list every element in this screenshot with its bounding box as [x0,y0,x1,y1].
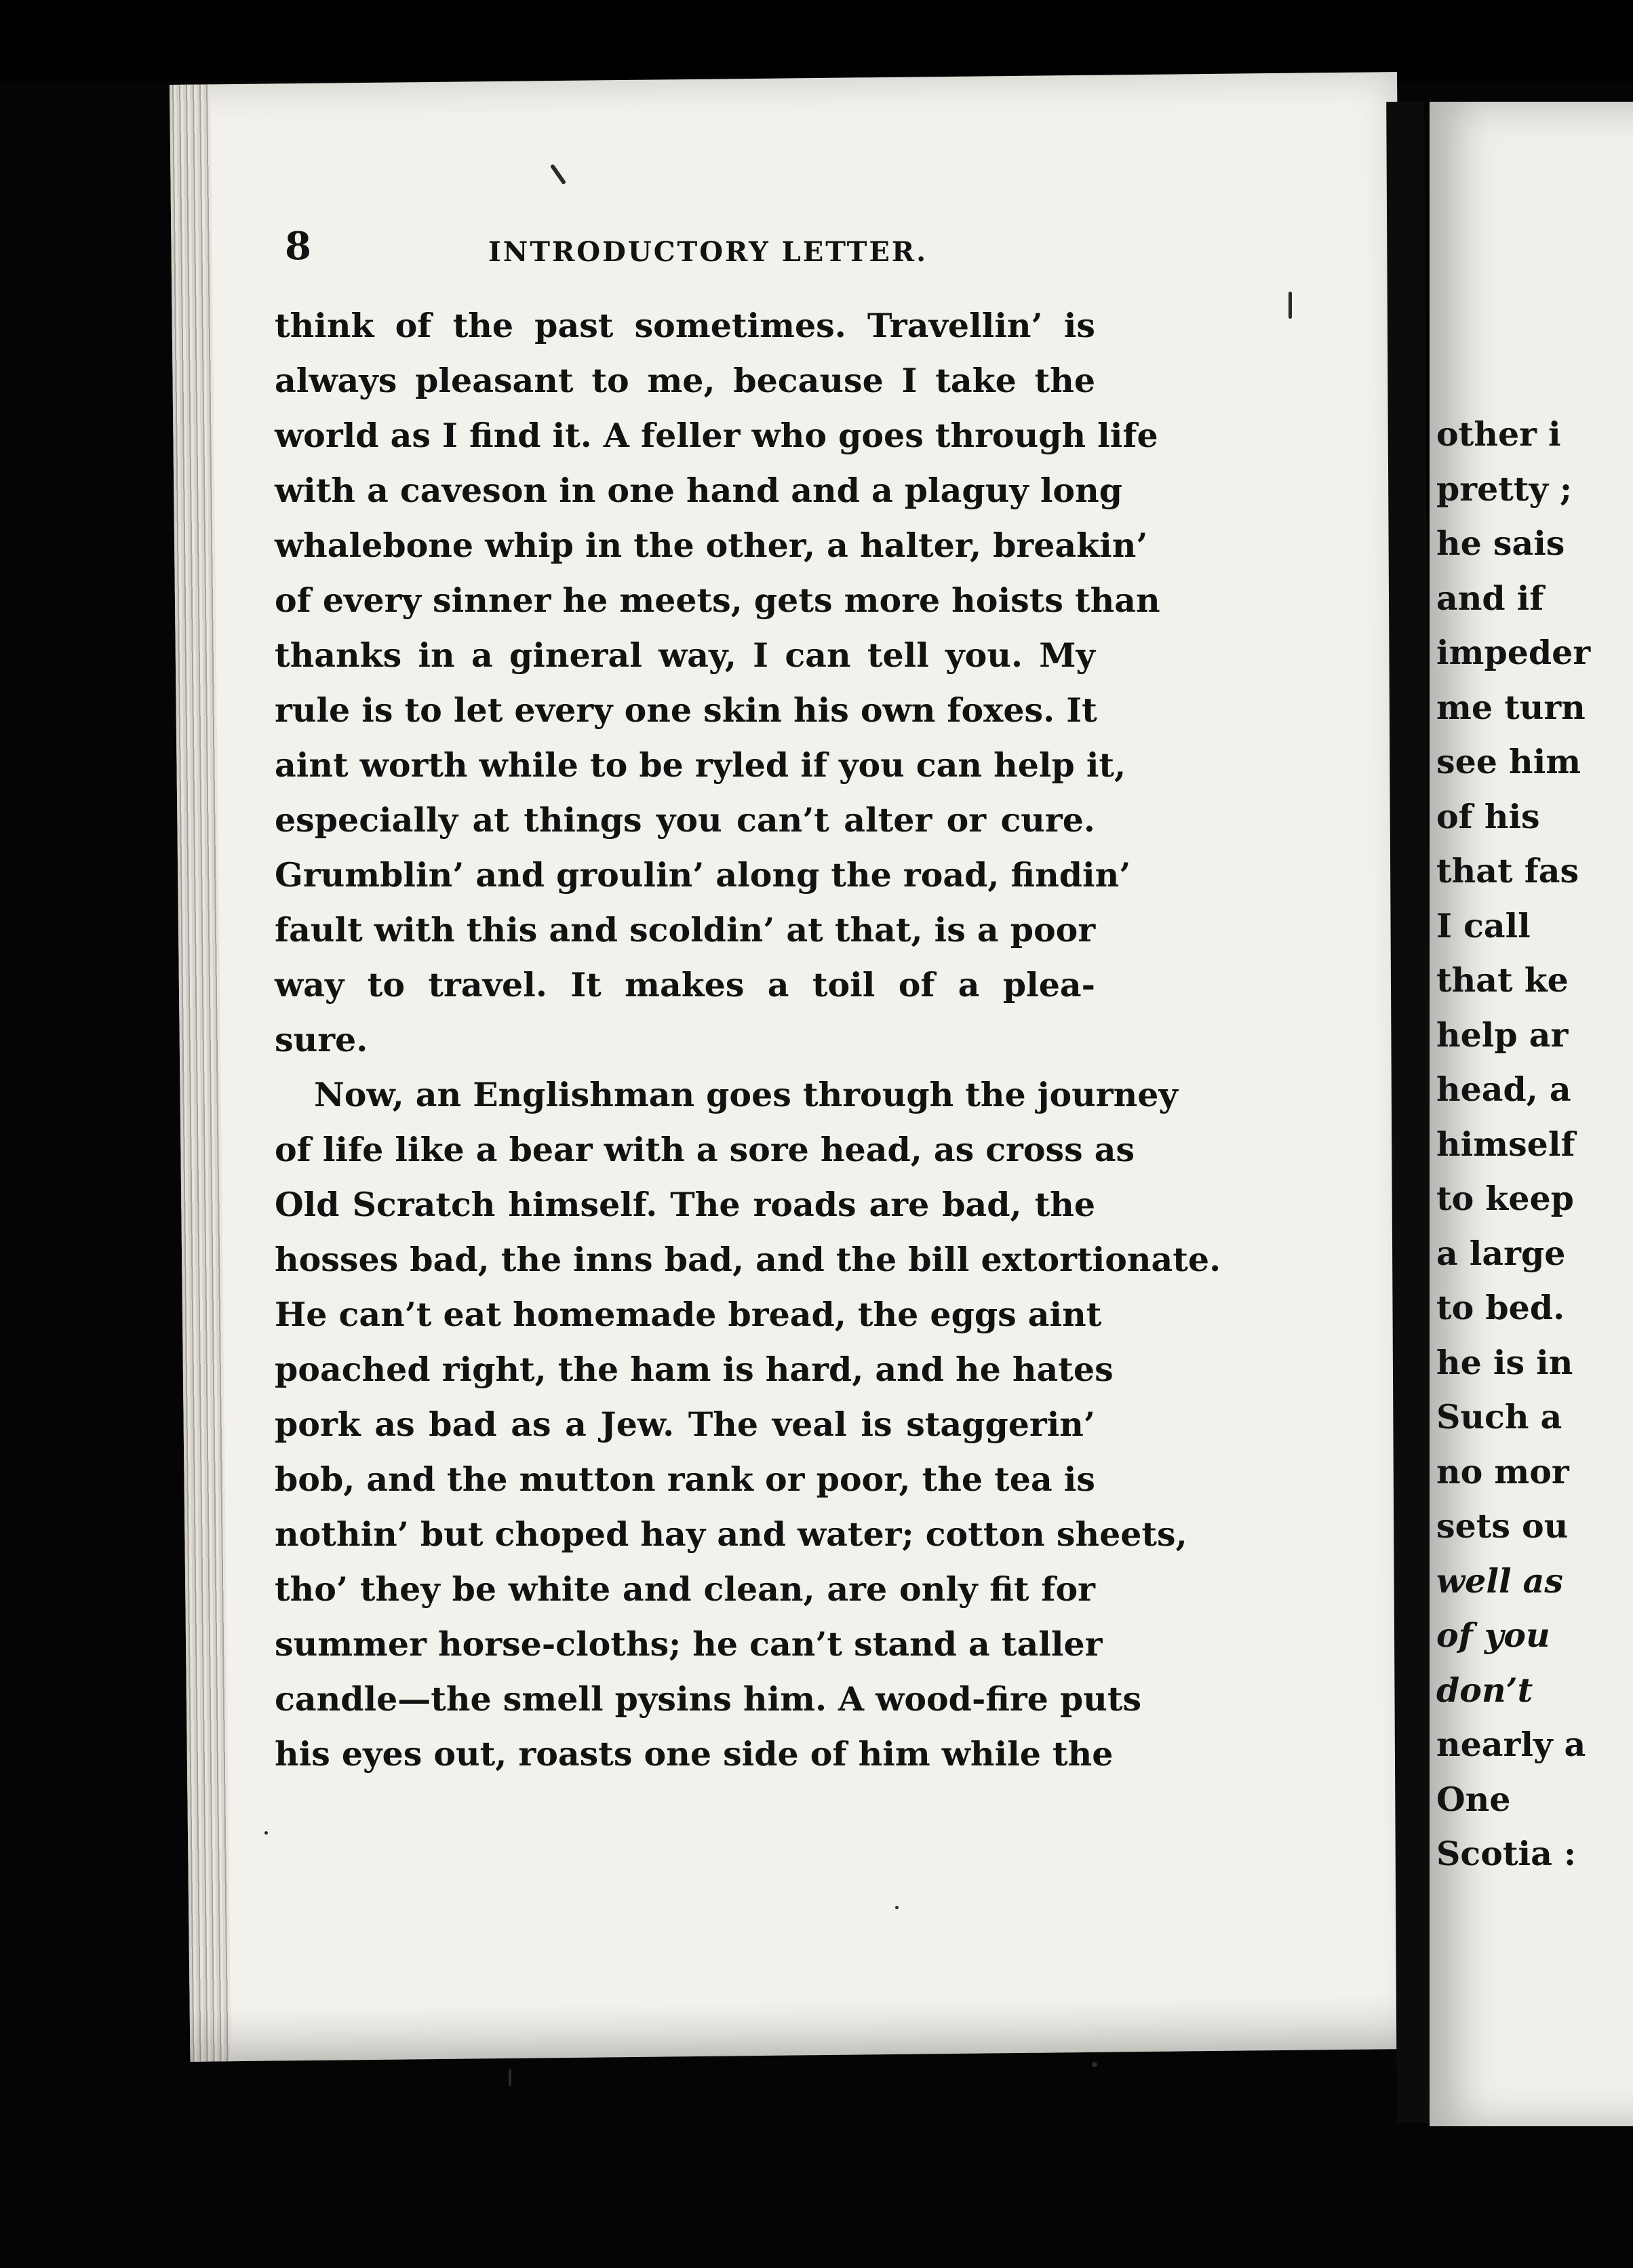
text-line: his eyes out, roasts one side of him while the [275,1734,1114,1774]
fragment-line: me turn [1436,687,1586,727]
fragment-line: and if [1436,578,1544,618]
text-line: summer horse-cloths; he can’t stand a taller [275,1624,1103,1664]
fragment-line: Scotia : [1436,1834,1577,1873]
paragraph-start-line: Now, an Englishman goes through the journey [314,1075,1178,1114]
text-line: thanks in a gineral way, I can tell you. My [275,636,1095,675]
text-line: world as I find it. A feller who goes through life [275,416,1158,455]
fragment-line: sets ou [1436,1506,1569,1546]
text-line: of every sinner he meets, gets more hoists than [275,581,1160,620]
page-header-title: INTRODUCTORY LETTER. [488,236,928,268]
dust-speck [1092,2062,1097,2067]
fragment-line: impeder [1436,633,1591,672]
fragment-line: other i [1436,414,1561,454]
fragment-line: One [1436,1779,1511,1819]
text-line: of life like a bear with a sore head, as cross as [275,1130,1135,1169]
text-line: He can’t eat homemade bread, the eggs aint [275,1295,1102,1334]
fragment-line: head, a [1436,1070,1571,1109]
fragment-line: of you [1436,1616,1550,1655]
fragment-line: I call [1436,905,1531,945]
right-page-fragment [1436,407,1633,1881]
fragment-line: he sais [1436,524,1565,563]
fragment-line: nearly a [1436,1725,1586,1764]
text-line: bob, and the mutton rank or poor, the tea is [275,1460,1095,1499]
dust-speck [264,1831,268,1835]
text-line: candle—the smell pysins him. A wood-fire puts [275,1679,1142,1719]
body-text [275,298,1221,1782]
text-line: especially at things you can’t alter or cure. [275,800,1095,840]
scan-top-border [0,0,1633,81]
page-stack-edge [170,84,231,2061]
fragment-line: no mor [1436,1451,1569,1491]
fragment-line: Such a [1436,1397,1562,1436]
fragment-line: a large [1436,1233,1566,1273]
fragment-line: that ke [1436,960,1569,1000]
fragment-line: don’t [1436,1670,1533,1710]
fragment-line: to bed. [1436,1288,1565,1327]
text-line: pork as bad as a Jew. The veal is staggerin’ [275,1405,1095,1444]
page-number: 8 [285,224,311,269]
fragment-line: that fas [1436,851,1579,891]
page-bottom-shadow [190,1995,1418,2062]
text-line: Grumblin’ and groulin’ along the road, findin’ [275,855,1131,895]
text-line: sure. [275,1020,368,1059]
text-line: fault with this and scoldin’ at that, is a poor [275,910,1096,950]
dust-speck [509,2069,511,2086]
text-line: way to travel. It makes a toil of a plea- [275,965,1095,1004]
fragment-line: of his [1436,796,1540,836]
dust-speck [1288,292,1292,319]
fragment-line: well as [1436,1561,1563,1601]
text-line: aint worth while to be ryled if you can help it, [275,745,1126,785]
text-line: tho’ they be white and clean, are only fit for [275,1569,1095,1609]
scan-bottom-border [0,2132,1633,2268]
text-line: whalebone whip in the other, a halter, breakin’ [275,526,1148,565]
text-line: hosses bad, the inns bad, and the bill extortionate. [275,1240,1221,1279]
dust-speck [895,1906,899,1909]
text-line: always pleasant to me, because I take the [275,361,1095,400]
text-line: Old Scratch himself. The roads are bad, the [275,1185,1095,1224]
fragment-line: to keep [1436,1179,1574,1218]
text-line: think of the past sometimes. Travellin’ is [275,306,1095,345]
fragment-line: pretty ; [1436,469,1573,509]
fragment-line: he is in [1436,1342,1573,1382]
text-line: nothin’ but choped hay and water; cotton sheets, [275,1514,1187,1554]
fragment-line: see him [1436,742,1581,781]
text-line: with a caveson in one hand and a plaguy long [275,471,1123,510]
text-line: poached right, the ham is hard, and he hates [275,1350,1114,1389]
fragment-line: help ar [1436,1015,1569,1055]
running-head [285,224,1099,285]
text-line: rule is to let every one skin his own foxes. It [275,690,1097,730]
fragment-line: himself [1436,1124,1575,1164]
